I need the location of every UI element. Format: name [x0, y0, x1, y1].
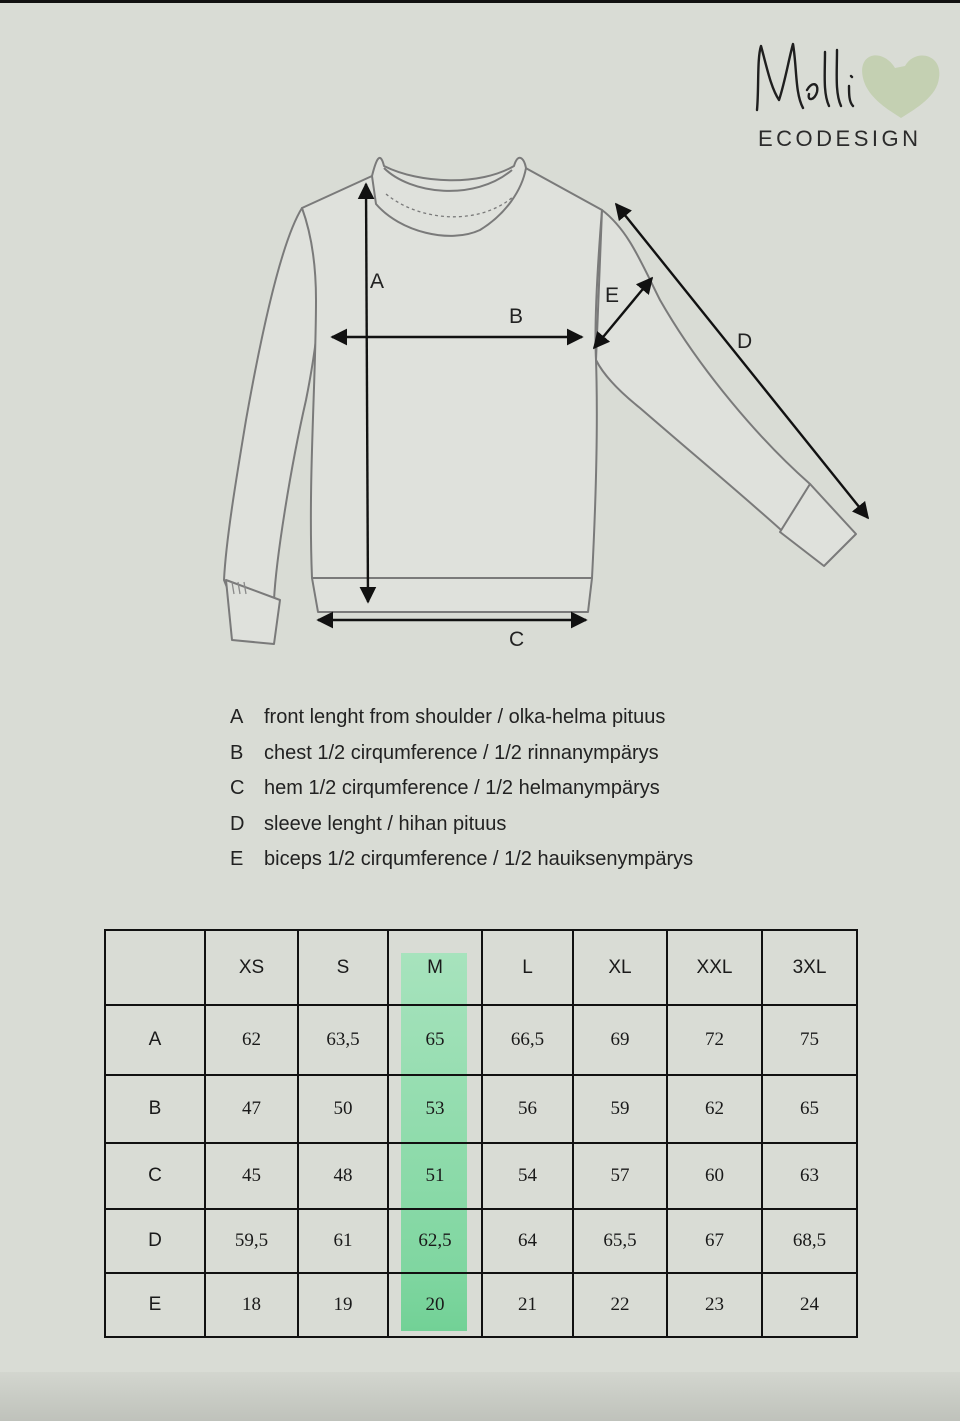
label-e: E: [605, 284, 620, 307]
table-cell: 69: [573, 1005, 667, 1075]
row-label: B: [105, 1075, 205, 1143]
top-border: [0, 0, 960, 3]
table-cell: 65: [388, 1005, 482, 1075]
label-b: B: [509, 305, 524, 328]
script-signature: [757, 44, 853, 110]
row-label: E: [105, 1273, 205, 1337]
size-header: M: [388, 930, 482, 1005]
table-cell: 24: [762, 1273, 857, 1337]
label-d: D: [737, 330, 753, 353]
legend-item: B chest 1/2 cirqumference / 1/2 rinnanympärys: [230, 741, 659, 764]
table-cell: 59,5: [205, 1209, 298, 1273]
label-a: A: [370, 270, 385, 293]
size-table: [104, 929, 858, 1338]
table-row: [105, 1209, 857, 1273]
table-cell: 61: [298, 1209, 388, 1273]
table-cell: 21: [482, 1273, 573, 1337]
table-cell: 20: [388, 1273, 482, 1337]
table-cell: 23: [667, 1273, 762, 1337]
heart-icon: [862, 55, 939, 118]
label-c: C: [509, 628, 525, 651]
legend-item: C hem 1/2 cirqumference / 1/2 helmanympärys: [230, 777, 660, 800]
sweater-diagram: [0, 150, 960, 670]
table-cell: 18: [205, 1273, 298, 1337]
table-row: [105, 1075, 857, 1143]
table-cell: 72: [667, 1005, 762, 1075]
legend-item: D sleeve lenght / hihan pituus: [230, 812, 507, 835]
table-row: [105, 1005, 857, 1075]
table-cell: 59: [573, 1075, 667, 1143]
table-cell: 64: [482, 1209, 573, 1273]
table-cell: 47: [205, 1075, 298, 1143]
legend-item: E biceps 1/2 cirqumference / 1/2 hauiksenympärys: [230, 848, 694, 871]
table-cell: 19: [298, 1273, 388, 1337]
legend-item: A front lenght from shoulder / olka-helma pituus: [230, 706, 666, 728]
table-cell: 67: [667, 1209, 762, 1273]
measurement-legend: [230, 706, 830, 884]
table-cell: 54: [482, 1143, 573, 1209]
table-cell: 62: [667, 1075, 762, 1143]
table-cell: 75: [762, 1005, 857, 1075]
table-cell: 48: [298, 1143, 388, 1209]
size-header: 3XL: [762, 930, 857, 1005]
brand-name: ECODESIGN: [758, 126, 922, 151]
size-header: S: [298, 930, 388, 1005]
table-cell: 63,5: [298, 1005, 388, 1075]
table-header-row: [105, 930, 857, 1005]
header-corner: [105, 930, 205, 1005]
table-row: [105, 1273, 857, 1337]
size-header: XS: [205, 930, 298, 1005]
table-cell: 68,5: [762, 1209, 857, 1273]
size-header: L: [482, 930, 573, 1005]
table-cell: 53: [388, 1075, 482, 1143]
table-cell: 66,5: [482, 1005, 573, 1075]
size-header: XL: [573, 930, 667, 1005]
bottom-shade: [0, 1372, 960, 1421]
size-chart: [104, 929, 856, 1336]
table-cell: 57: [573, 1143, 667, 1209]
table-cell: 63: [762, 1143, 857, 1209]
table-cell: 60: [667, 1143, 762, 1209]
row-label: C: [105, 1143, 205, 1209]
table-cell: 50: [298, 1075, 388, 1143]
brand-logo: [745, 38, 945, 158]
row-label: A: [105, 1005, 205, 1075]
table-row: [105, 1143, 857, 1209]
sweater-illustration: [0, 150, 960, 670]
table-cell: 51: [388, 1143, 482, 1209]
melli-logo-mark: [745, 38, 945, 128]
table-cell: 62: [205, 1005, 298, 1075]
table-cell: 65: [762, 1075, 857, 1143]
table-cell: 65,5: [573, 1209, 667, 1273]
table-cell: 56: [482, 1075, 573, 1143]
table-cell: 62,5: [388, 1209, 482, 1273]
size-header: XXL: [667, 930, 762, 1005]
table-cell: 45: [205, 1143, 298, 1209]
table-cell: 22: [573, 1273, 667, 1337]
row-label: D: [105, 1209, 205, 1273]
